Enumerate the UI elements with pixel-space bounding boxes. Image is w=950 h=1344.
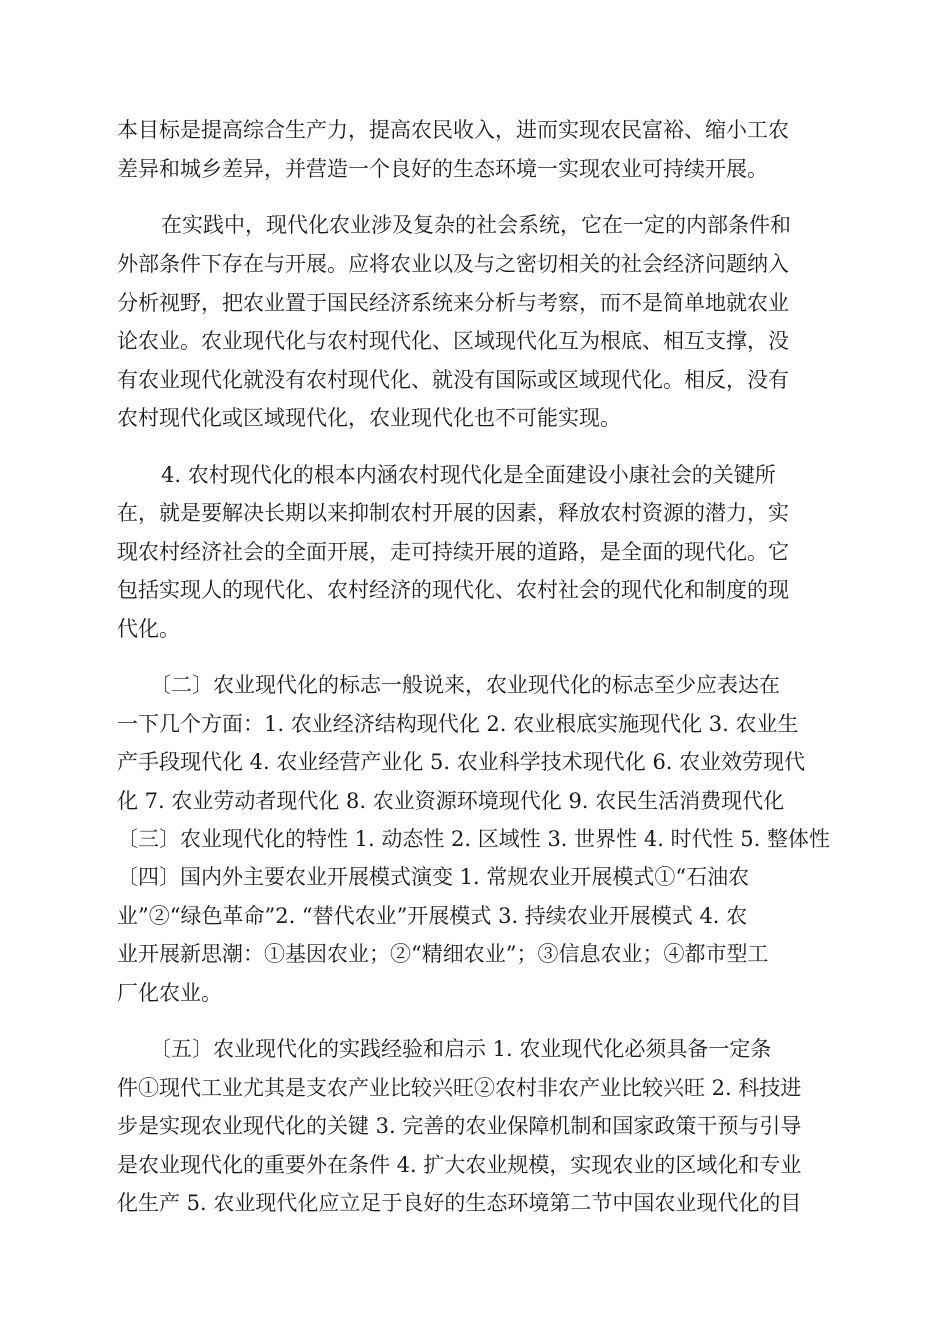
text-line: 业开展新思潮：①基因农业；②“精细农业”；③信息农业；④都市型工 [117,942,769,966]
text-line: 有农业现代化就没有农村现代化、就没有国际或区域现代化。相反，没有 [117,368,789,392]
text-line: 现农村经济社会的全面开展，走可持续开展的道路，是全面的现代化。它 [117,540,789,564]
text-line: 一下几个方面：1. 农业经济结构现代化 2. 农业根底实施现代化 3. 农业生 [117,712,799,736]
text-line: 〔四〕国内外主要农业开展模式演变 1. 常规农业开展模式①“石油农 [117,865,750,889]
text-line: 〔五〕农业现代化的实践经验和启示 1. 农业现代化必须具备一定条 [150,1037,772,1061]
text-line: 论农业。农业现代化与农村现代化、区域现代化互为根底、相互支撑，没 [117,329,789,353]
text-line: 分析视野，把农业置于国民经济系统来分析与考察，而不是简单地就农业 [117,291,789,315]
text-line: 在实践中，现代化农业涉及复杂的社会系统，它在一定的内部条件和 [161,213,791,237]
text-line: 〔二〕农业现代化的标志一般说来，农业现代化的标志至少应表达在 [150,673,780,697]
text-line: 农村现代化或区域现代化，农业现代化也不可能实现。 [117,406,621,430]
text-line: 〔三〕农业现代化的特性 1. 动态性 2. 区域性 3. 世界性 4. 时代性 5. 整体性 [117,827,830,851]
text-line: 在，就是要解决长期以来抑制农村开展的因素，释放农村资源的潜力，实 [117,501,789,525]
text-line: 本目标是提高综合生产力，提高农民收入，进而实现农民富裕、缩小工农 [117,118,789,142]
text-line: 化生产 5. 农业现代化应立足于良好的生态环境第二节中国农业现代化的目 [117,1191,802,1215]
text-line: 产手段现代化 4. 农业经营产业化 5. 农业科学技术现代化 6. 农业效劳现代 [117,750,806,774]
text-line: 厂化农业。 [117,981,222,1005]
text-line: 代化。 [117,617,180,641]
text-line: 件①现代工业尤其是支农产业比较兴旺②农村非农产业比较兴旺 2. 科技进 [117,1076,802,1100]
text-line: 4. 农村现代化的根本内涵农村现代化是全面建设小康社会的关键所 [161,463,776,487]
text-line: 业”②“绿色革命”2. “替代农业”开展模式 3. 持续农业开展模式 4. 农 [117,904,748,928]
text-line: 外部条件下存在与开展。应将农业以及与之密切相关的社会经济问题纳入 [117,252,789,276]
text-line: 步是实现农业现代化的关键 3. 完善的农业保障机制和国家政策干预与引导 [117,1114,802,1138]
text-line: 化 7. 农业劳动者现代化 8. 农业资源环境现代化 9. 农民生活消费现代化 [117,789,785,813]
text-line: 差异和城乡差异，并营造一个良好的生态环境一实现农业可持续开展。 [117,157,768,181]
text-line: 包括实现人的现代化、农村经济的现代化、农村社会的现代化和制度的现 [117,578,789,602]
text-line: 是农业现代化的重要外在条件 4. 扩大农业规模，实现农业的区域化和专业 [117,1153,802,1177]
